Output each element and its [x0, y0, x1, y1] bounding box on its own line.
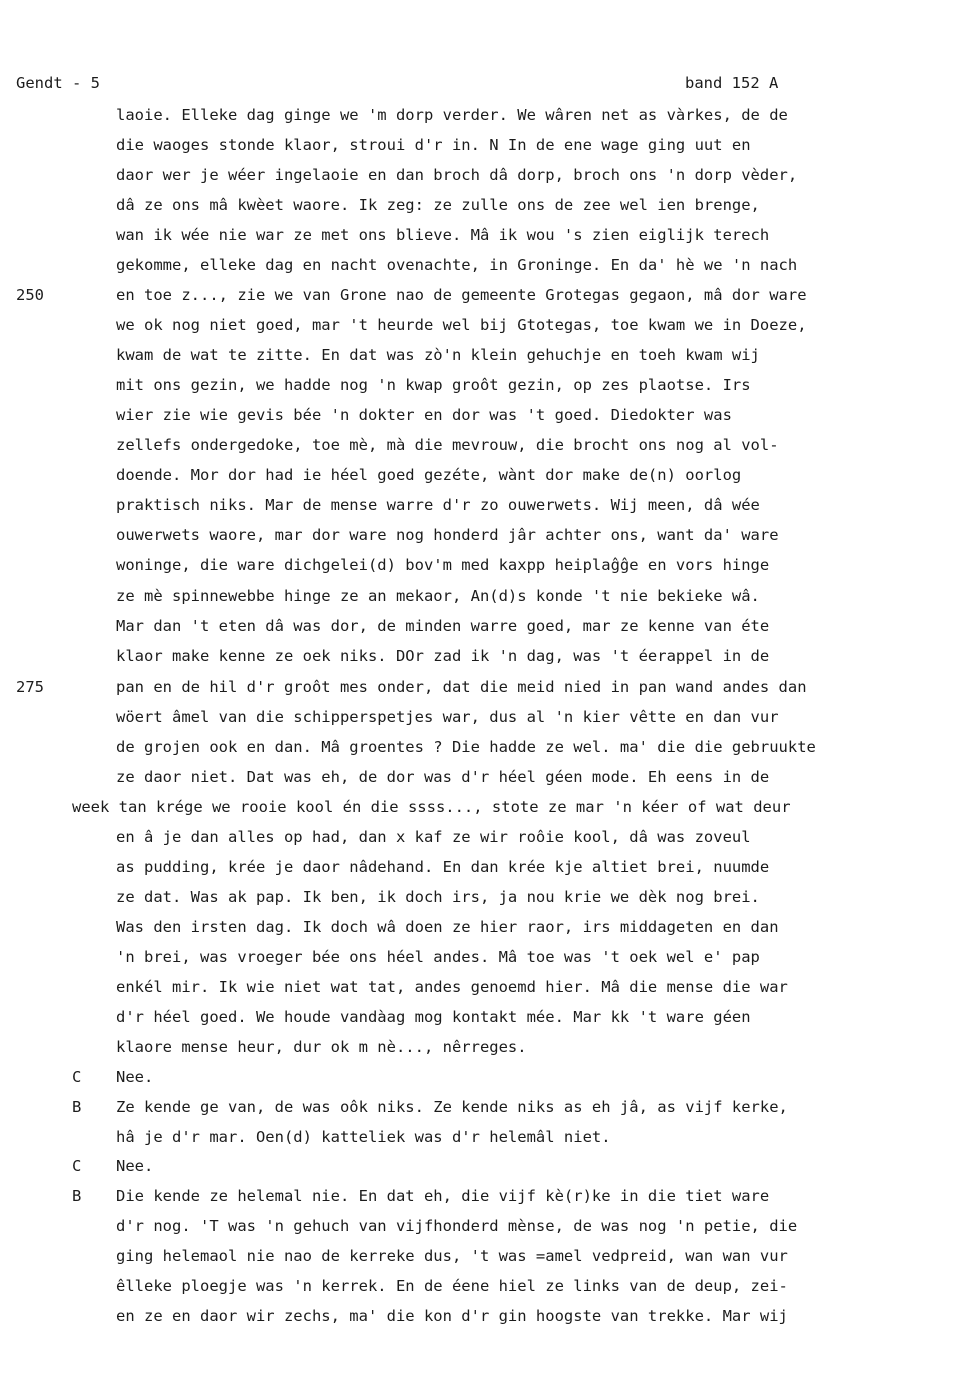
transcript-line: laoie. Elleke dag ginge we 'm dorp verder. We wâren net as vàrkes, de de [116, 106, 788, 124]
transcript-line: Nee. [116, 1157, 154, 1175]
transcript-line: woninge, die ware dichgelei(d) bov'm med kaxpp heiplaĝĝe en vors hinge [116, 556, 770, 574]
speaker-label: B [72, 1098, 82, 1116]
header-location: Gendt - 5 [16, 74, 100, 92]
speaker-label: B [72, 1187, 82, 1205]
transcript-line: as pudding, krée je daor nâdehand. En dan krée kje altiet brei, nuumde [116, 858, 770, 876]
transcript-line: d'r nog. 'T was 'n gehuch van vijfhonderd mènse, de was nog 'n petie, die [116, 1217, 798, 1235]
transcript-line: Die kende ze helemal nie. En dat eh, die vijf kè(r)ke in die tiet ware [116, 1187, 770, 1205]
transcript-line: mit ons gezin, we hadde nog 'n kwap groôt gezin, op zes plaotse. Irs [116, 376, 751, 394]
transcript-line: ze daor niet. Dat was eh, de dor was d'r héel géen mode. Eh eens in de [116, 768, 770, 786]
transcript-line: Nee. [116, 1068, 154, 1086]
line-number-275: 275 [16, 678, 44, 696]
transcript-line: week tan krége we rooie kool én die ssss..., stote ze mar 'n kéer of wat deur [72, 798, 791, 816]
transcript-line: kwam de wat te zitte. En dat was zò'n klein gehuchje en toeh kwam wij [116, 346, 760, 364]
transcript-line: pan en de hil d'r groôt mes onder, dat die meid nied in pan wand andes dan [116, 678, 807, 696]
transcript-line: en â je dan alles op had, dan x kaf ze wir roôie kool, dâ was zoveul [116, 828, 751, 846]
transcript-line: d'r héel goed. We houde vandàag mog kontakt mée. Mar kk 't ware géen [116, 1008, 751, 1026]
header-band: band 152 A [685, 74, 779, 92]
transcript-line: zellefs ondergedoke, toe mè, mà die mevrouw, die brocht ons nog al vol- [116, 436, 779, 454]
transcript-line: gekomme, elleke dag en nacht ovenachte, in Groninge. En da' hè we 'n nach [116, 256, 798, 274]
transcript-line: ze mè spinnewebbe hinge ze an mekaor, An(d)s konde 't nie bekieke wâ. [116, 587, 760, 605]
transcript-line: we ok nog niet goed, mar 't heurde wel bij Gtotegas, toe kwam we in Doeze, [116, 316, 807, 334]
transcript-line: wan ik wée nie war ze met ons blieve. Mâ ik wou 's zien eiglijk terech [116, 226, 770, 244]
transcript-line: en ze en daor wir zechs, ma' die kon d'r gin hoogste van trekke. Mar wij [116, 1307, 788, 1325]
transcript-line: wier zie wie gevis bée 'n dokter en dor was 't goed. Diedokter was [116, 406, 732, 424]
transcript-line: hâ je d'r mar. Oen(d) katteliek was d'r helemâl niet. [116, 1128, 611, 1146]
transcript-line: 'n brei, was vroeger bée ons héel andes. Mâ toe was 't oek wel e' pap [116, 948, 760, 966]
transcript-line: klaore mense heur, dur ok m nè..., nêrreges. [116, 1038, 527, 1056]
transcript-line: doende. Mor dor had ie héel goed gezéte, wànt dor make de(n) oorlog [116, 466, 742, 484]
transcript-line: de grojen ook en dan. Mâ groentes ? Die hadde ze wel. ma' die die gebruukte [116, 738, 816, 756]
transcript-line: en toe z..., zie we van Grone nao de gemeente Grotegas gegaon, mâ dor ware [116, 286, 807, 304]
transcript-line: ze dat. Was ak pap. Ik ben, ik doch irs, ja nou krie we dèk nog brei. [116, 888, 760, 906]
speaker-label: C [72, 1157, 82, 1175]
transcript-line: dâ ze ons mâ kwèet waore. Ik zeg: ze zulle ons de zee wel ien brenge, [116, 196, 760, 214]
transcript-line: die waoges stonde klaor, stroui d'r in. N In de ene wage ging uut en [116, 136, 751, 154]
transcript-line: êlleke ploegje was 'n kerrek. En de éene hiel ze links van de deup, zei- [116, 1277, 788, 1295]
transcript-line: ging helemaol nie nao de kerreke dus, 't was =amel vedpreid, wan wan vur [116, 1247, 788, 1265]
transcript-line: Mar dan 't eten dâ was dor, de minden warre goed, mar ze kenne van éte [116, 617, 770, 635]
transcript-line: praktisch niks. Mar de mense warre d'r zo ouwerwets. Wij meen, dâ wée [116, 496, 760, 514]
line-number-250: 250 [16, 286, 44, 304]
transcript-line: klaor make kenne ze oek niks. DOr zad ik 'n dag, was 't éerappel in de [116, 647, 770, 665]
transcript-line: Ze kende ge van, de was oôk niks. Ze kende niks as eh jâ, as vijf kerke, [116, 1098, 788, 1116]
transcript-line: Was den irsten dag. Ik doch wâ doen ze hier raor, irs middageten en dan [116, 918, 779, 936]
speaker-label: C [72, 1068, 82, 1086]
transcript-line: enkél mir. Ik wie niet wat tat, andes genoemd hier. Mâ die mense die war [116, 978, 788, 996]
transcript-line: ouwerwets waore, mar dor ware nog honderd jâr achter ons, want da' ware [116, 526, 779, 544]
transcript-line: daor wer je wéer ingelaoie en dan broch dâ dorp, broch ons 'n dorp vèder, [116, 166, 798, 184]
transcript-line: wöert âmel van die schipperspetjes war, dus al 'n kier vêtte en dan vur [116, 708, 779, 726]
